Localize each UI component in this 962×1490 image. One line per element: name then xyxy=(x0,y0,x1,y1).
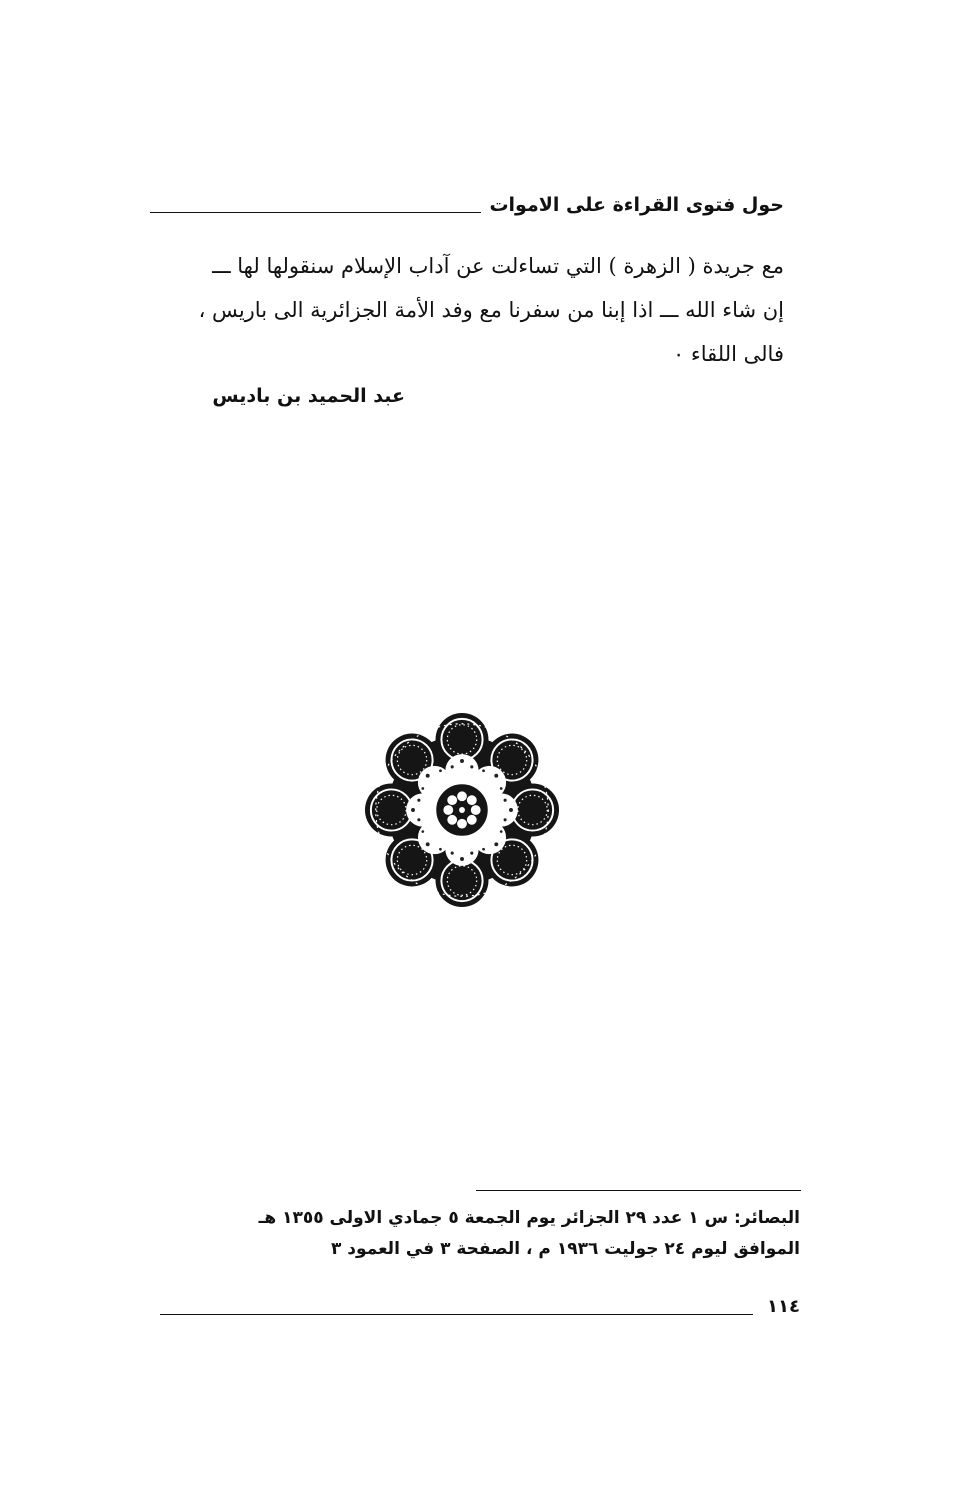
body-line: فالى اللقاء ٠ xyxy=(672,342,784,366)
footnote xyxy=(145,1203,800,1265)
running-header xyxy=(150,183,784,219)
page-footer-rule xyxy=(160,1314,753,1315)
arabesque-rosette-ornament-icon xyxy=(364,712,560,908)
body-line: إن شاء الله ـــ اذا إبنا من سفرنا مع وفد الأمة الجزائرية الى باريس ، xyxy=(198,298,784,322)
body-line: مع جريدة ( الزهرة ) التي تساءلت عن آداب الإسلام سنقولها لها ـــ xyxy=(212,254,784,278)
author-signature: عبد الحميد بن باديس xyxy=(212,385,405,407)
footnote-separator xyxy=(476,1190,801,1191)
body-paragraph xyxy=(142,244,784,376)
running-header-title: حول فتوى القراءة على الاموات xyxy=(489,194,784,216)
running-header-rule xyxy=(150,212,481,213)
page-number: ١١٤ xyxy=(767,1296,800,1317)
footnote-line: الموافق ليوم ٢٤ جوليت ١٩٣٦ م ، الصفحة ٣ في العمود ٣ xyxy=(331,1239,800,1259)
page-footer xyxy=(160,1294,800,1320)
footnote-line: البصائر: س ١ عدد ٢٩ الجزائر يوم الجمعة ٥ جمادي الاولى ١٣٥٥ هـ xyxy=(258,1208,800,1228)
